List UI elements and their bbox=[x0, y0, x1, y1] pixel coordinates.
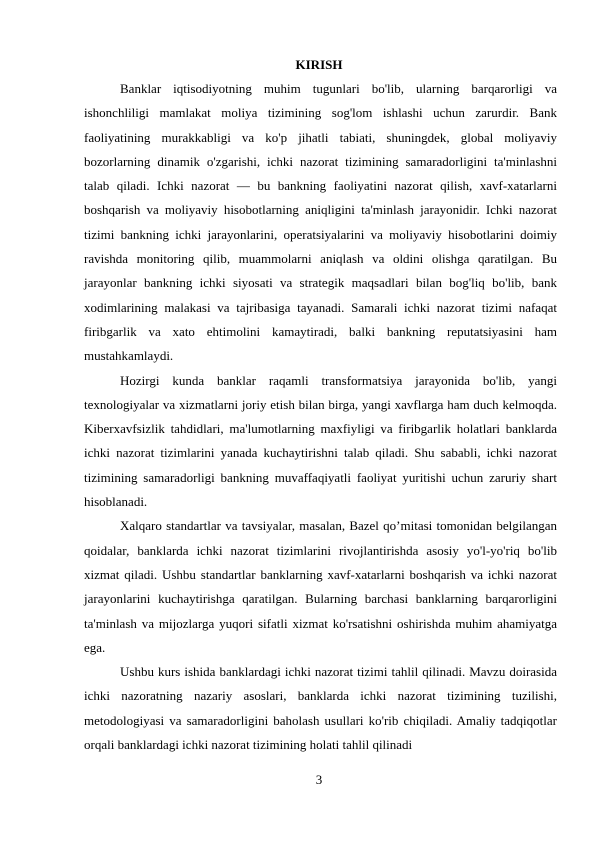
paragraph-2: Hozirgi kunda banklar raqamli transformatsiya jarayonida bo'lib, yangi texnologiyalar va xizmatlarni joriy etish bilan birga, yangi xavflarga ham duch kelmoqda. Kiberxavfsizlik tahdidlari, ma'lumotlarning maxfiyligi va firibgarlik holatlari banklarda ichki nazorat tizimlarini yanada kuchaytirishni talab qiladi. Shu sababli, ichki nazorat tizimining samaradorligi bankning muvaffaqiyatli faoliyat yuritishi uchun zaruriy shart hisoblanadi. bbox=[84, 372, 557, 510]
paragraph-4: Ushbu kurs ishida banklardagi ichki nazorat tizimi tahlil qilinadi. Mavzu doirasida ichki nazoratning nazariy asoslari, banklarda ichki nazorat tizimining tuzilishi, metodologiyasi va samaradorligini baholash usullari ko'rib chiqiladi. Amaliy tadqiqotlar orqali banklardagi ichki nazorat tizimining holati tahlil qilinadi bbox=[84, 664, 557, 753]
paragraph-1: Banklar iqtisodiyotning muhim tugunlari bo'lib, ularning barqarorligi va ishonchliligi mamlakat moliya tizimining sog'lom ishlashi uchun zarurdir. Bank faoliyatining murakkabligi va ko'p jihatli tabiati, shuningdek, global moliyaviy bozorlarning dinamik o'zgarishi, ichki nazorat tizimining samaradorligini ta'minlashni talab qiladi. Ichki nazorat — bu bankning faoliyatini nazorat qilish, xavf-xatarlarni boshqarish va moliyaviy hisobotlarning aniqligini ta'minlash jarayonidir. Ichki nazorat tizimi bankning ichki jarayonlarini, operatsiyalarini va moliyaviy hisobotlarini doimiy ravishda monitoring qilib, muammolarni aniqlash va oldini olishga qaratilgan. Bu jarayonlar bankning ichki siyosati va strategik maqsadlari bilan bog'liq bo'lib, bank xodimlarining malakasi va tajribasiga tayanadi. Samarali ichki nazorat tizimi nafaqat firibgarlik va xato ehtimolini kamaytiradi, balki bankning reputatsiyasini ham mustahkamlaydi. bbox=[84, 81, 557, 364]
page-number: 3 bbox=[315, 772, 323, 787]
page-title: KIRISH bbox=[295, 57, 343, 72]
paragraph-3: Xalqaro standartlar va tavsiyalar, masalan, Bazel qo’mitasi tomonidan belgilangan qoidalar, banklarda ichki nazorat tizimlarini rivojlantirishda asosiy yo'l-yo'riq bo'lib xizmat qiladi. Ushbu standartlar banklarning xavf-xatarlarni boshqarish va ichki nazorat jarayonlarini kuchaytirishga qaratilgan. Bularning barchasi banklarning barqarorligini ta'minlash va mijozlarga yuqori sifatli xizmat ko'rsatishni oshirishda muhim ahamiyatga ega. bbox=[84, 518, 557, 655]
body-text bbox=[84, 77, 557, 757]
